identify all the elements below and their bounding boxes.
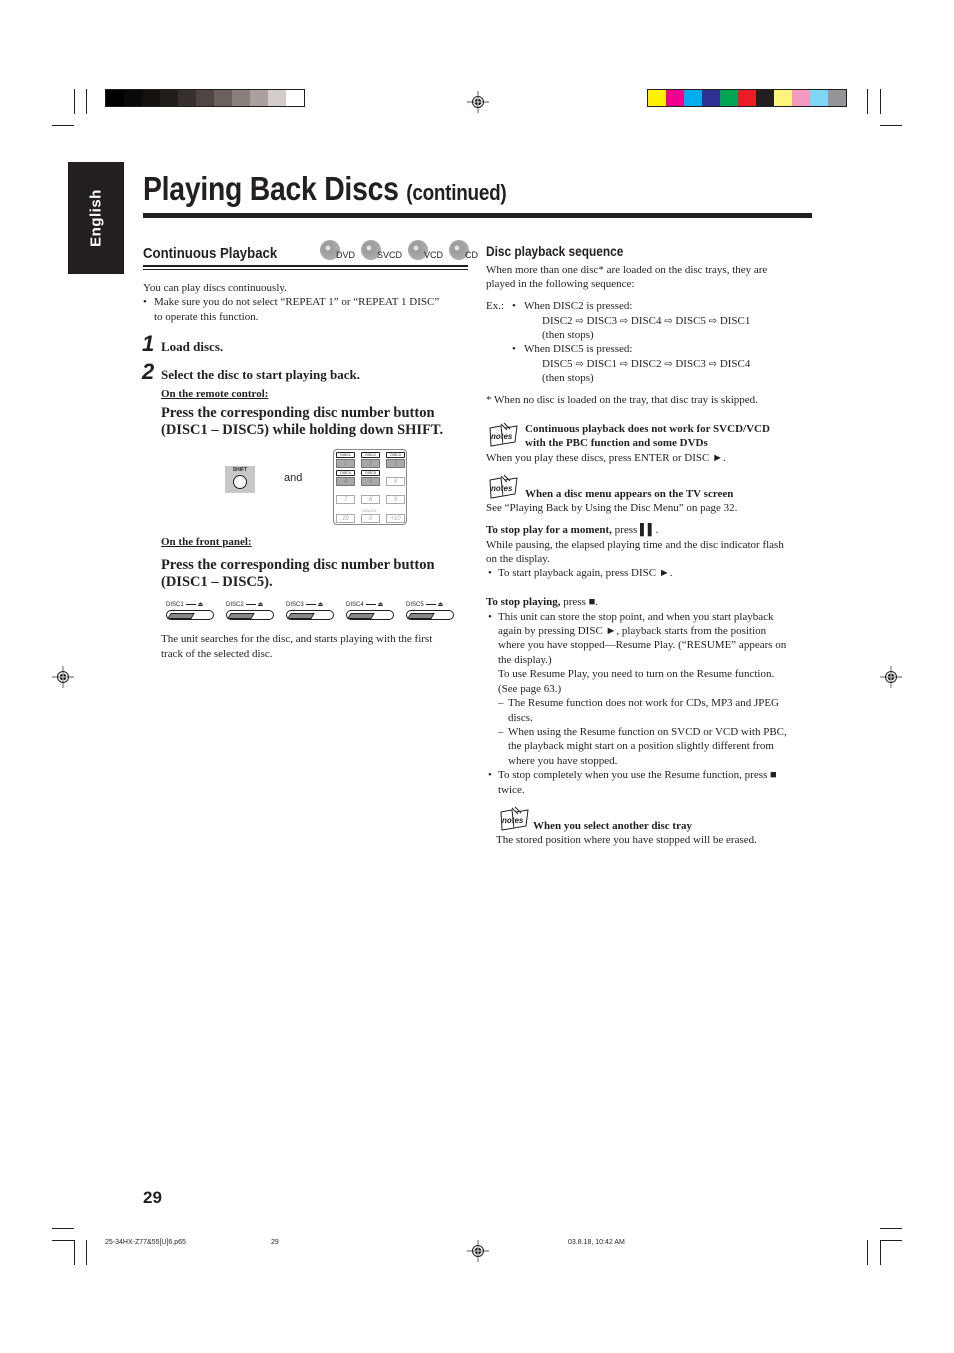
note-3-body: The stored position where you have stopped will be erased. <box>496 834 757 846</box>
page-title: Playing Back Discs (continued) <box>143 170 507 207</box>
color-swatch <box>792 90 810 106</box>
color-swatch <box>106 90 124 106</box>
keypad-key: 7 <box>336 495 355 504</box>
sequence-disc: DISC5 <box>675 315 706 327</box>
note-1-title: Continuous playback does not work for SVCD/VCD <box>525 423 770 435</box>
keypad-key: 1 <box>336 459 355 468</box>
color-swatch <box>142 90 160 106</box>
disc-type-svcd-icon: SVCD <box>361 240 402 260</box>
remote-instruction-cont: (DISC1 – DISC5) while holding down SHIFT. <box>161 422 444 438</box>
keypad-key: 9 <box>386 495 405 504</box>
keypad-tag: DISC2 <box>361 452 380 458</box>
dash-1-line: The Resume function does not work for CDs, MP3 and JPEG <box>508 697 780 709</box>
arrow-right-icon: ⇨ <box>664 316 673 327</box>
grayscale-color-bar <box>105 89 305 107</box>
dash-2-line: where you have stopped. <box>508 755 618 767</box>
note-2-title: When a disc menu appears on the TV screen <box>525 488 734 500</box>
outro-text-cont: track of the selected disc. <box>161 648 273 660</box>
step-number-1: 1 <box>142 331 155 356</box>
sequence-disc: DISC2 <box>542 315 573 327</box>
example-label: Ex.: <box>486 300 505 312</box>
sequence-disc: DISC4 <box>630 315 662 327</box>
keypad-key: 5 <box>361 477 380 486</box>
sequence-intro: When more than one disc* are loaded on the disc trays, they are <box>486 264 768 276</box>
registration-mark-icon <box>52 666 74 688</box>
arrow-right-icon: ⇨ <box>664 359 673 370</box>
example-2-when: When DISC5 is pressed: <box>524 343 633 355</box>
color-swatch <box>702 90 720 106</box>
stop-line: where you have stopped—Resume Play. (“RESUME” appears on <box>498 639 787 651</box>
color-swatch <box>810 90 828 106</box>
bullet-marker: • <box>512 343 516 355</box>
eject-icon: ⏏ <box>437 602 444 608</box>
dash-marker: – <box>498 726 504 738</box>
outro-text: The unit searches for the disc, and starts playing with the first <box>161 633 433 645</box>
svg-text:notes: notes <box>502 816 524 825</box>
footnote: * When no disc is loaded on the tray, that disc tray is skipped. <box>486 394 758 406</box>
intro-text: You can play discs continuously. <box>143 282 287 294</box>
color-swatch <box>684 90 702 106</box>
section-rule-thin <box>143 269 468 270</box>
shift-button-illustration: SHIFT <box>225 466 255 493</box>
footer-timestamp: 03.8.18, 10:42 AM <box>568 1239 625 1246</box>
stop-heading: To stop playing, press ■. <box>486 596 599 608</box>
registration-mark-icon <box>880 666 902 688</box>
keypad-key: 3 <box>386 459 405 468</box>
example-2-end: (then stops) <box>542 372 594 384</box>
sequence-disc: DISC1 <box>719 315 751 327</box>
step-text-2: Select the disc to start playing back. <box>161 367 360 382</box>
keypad-tag: DISC1 <box>336 452 355 458</box>
eject-icon: ⏏ <box>377 602 384 608</box>
arrow-right-icon: ⇨ <box>575 359 584 370</box>
footer-filename: 25-34HX-Z77&55[U]6.p65 <box>105 1239 186 1246</box>
arrow-right-icon: ⇨ <box>708 359 718 370</box>
language-tab <box>68 162 124 274</box>
footer-sheet: 29 <box>271 1239 279 1246</box>
pause-body-cont: on the display. <box>486 553 550 565</box>
front-panel-disc-button: DISC4 ⏏ <box>346 601 394 620</box>
front-panel-disc-button: DISC3 ⏏ <box>286 601 334 620</box>
note-2-body: See “Playing Back by Using the Disc Menu” on page 32. <box>486 502 738 514</box>
eject-icon: ⏏ <box>257 602 264 608</box>
dash-2-line: When using the Resume function on SVCD or VCD with PBC, <box>508 726 787 738</box>
front-panel-disc-button: DISC2 ⏏ <box>226 601 274 620</box>
disc-tray-button <box>346 610 394 620</box>
title-rule <box>143 213 812 218</box>
sequence-disc: DISC2 <box>630 358 662 370</box>
front-panel-disc-button: DISC1 ⏏ <box>166 601 214 620</box>
keypad-key: 2 <box>361 459 380 468</box>
keypad-key: +10 <box>386 514 405 523</box>
arrow-right-icon: ⇨ <box>708 316 718 327</box>
color-swatch <box>160 90 178 106</box>
dash-marker: – <box>498 697 504 709</box>
color-swatch <box>756 90 774 106</box>
arrow-right-icon: ⇨ <box>619 359 629 370</box>
arrow-right-icon: ⇨ <box>619 316 629 327</box>
color-swatch <box>250 90 268 106</box>
sequence-disc: DISC5 <box>542 358 573 370</box>
color-swatch <box>268 90 286 106</box>
bullet-marker: • <box>512 300 516 312</box>
disc-type-icons <box>320 240 478 260</box>
disc-tray-button <box>286 610 334 620</box>
notes-icon <box>487 474 519 500</box>
notes-icon <box>498 806 530 832</box>
example-1-end: (then stops) <box>542 329 594 341</box>
keypad-key: 6 <box>386 477 405 486</box>
eject-icon: ⏏ <box>197 602 204 608</box>
notes-icon <box>487 422 519 448</box>
front-panel-label: On the front panel: <box>161 536 252 548</box>
remote-instruction: Press the corresponding disc number button <box>161 405 435 421</box>
title-suffix: (continued) <box>406 180 507 205</box>
front-instruction: Press the corresponding disc number button <box>161 557 435 573</box>
color-swatch <box>232 90 250 106</box>
keypad-cancel-label: CANCEL <box>361 508 378 513</box>
disc-type-dvd-icon: DVD <box>320 240 355 260</box>
step-text-1: Load discs. <box>161 339 224 354</box>
disc-type-cd-icon: CD <box>449 240 478 260</box>
pause-heading: To stop play for a moment, press ▌▌. <box>486 524 659 536</box>
keypad-tag: DISC4 <box>336 470 355 476</box>
note-3-title: When you select another disc tray <box>533 820 692 832</box>
keypad-tag: DISC5 <box>361 470 380 476</box>
registration-mark-icon <box>467 91 489 113</box>
step-number-2: 2 <box>142 359 155 384</box>
stop-bullet-2-cont: twice. <box>498 784 525 796</box>
stop-line: (See page 63.) <box>498 683 562 695</box>
arrow-right-icon: ⇨ <box>575 316 584 327</box>
remote-control-label: On the remote control: <box>161 388 269 400</box>
keypad-key: 4 <box>336 477 355 486</box>
stop-bullet-2: To stop completely when you use the Resume function, press ■ <box>498 769 777 781</box>
color-swatch <box>774 90 792 106</box>
cmyk-color-bar <box>647 89 847 107</box>
color-swatch <box>196 90 214 106</box>
sequence-disc: DISC3 <box>675 358 706 370</box>
disc-tray-button <box>226 610 274 620</box>
bullet-marker: • <box>488 567 492 579</box>
bullet-marker: • <box>488 769 492 781</box>
section-rule <box>143 265 468 267</box>
page-number: 29 <box>143 1188 162 1207</box>
front-instruction-cont: (DISC1 – DISC5). <box>161 574 273 590</box>
stop-line: This unit can store the stop point, and when you start playback <box>498 611 774 623</box>
note-1-body: When you play these discs, press ENTER or DISC ►. <box>486 452 726 464</box>
remote-keypad-illustration <box>333 449 407 525</box>
bullet-marker: • <box>488 611 492 623</box>
section-title-disc-sequence: Disc playback sequence <box>486 244 624 259</box>
sequence-disc: DISC1 <box>586 358 618 370</box>
color-swatch <box>124 90 142 106</box>
pause-body: While pausing, the elapsed playing time and the disc indicator flash <box>486 539 784 551</box>
front-panel-disc-button: DISC5 ⏏ <box>406 601 454 620</box>
keypad-key: 0 <box>361 514 380 523</box>
sequence-intro-cont: played in the following sequence: <box>486 278 635 290</box>
disc-type-vcd-icon: VCD <box>408 240 443 260</box>
language-label: English <box>87 189 105 247</box>
eject-icon: ⏏ <box>317 602 324 608</box>
color-swatch <box>738 90 756 106</box>
bullet-marker: • <box>143 296 147 308</box>
svg-text:notes: notes <box>491 432 513 441</box>
keypad-tag: DISC3 <box>386 452 405 458</box>
sequence-disc: DISC4 <box>719 358 751 370</box>
note-1-title-cont: with the PBC function and some DVDs <box>525 437 708 449</box>
color-swatch <box>828 90 846 106</box>
color-swatch <box>178 90 196 106</box>
example-1-when: When DISC2 is pressed: <box>524 300 633 312</box>
sequence-disc: DISC3 <box>586 315 618 327</box>
registration-mark-icon <box>467 1240 489 1262</box>
and-label: and <box>284 472 303 484</box>
disc-tray-button <box>406 610 454 620</box>
color-swatch <box>648 90 666 106</box>
bullet-text-cont: to operate this function. <box>154 311 259 323</box>
section-title-continuous-playback: Continuous Playback <box>143 245 278 262</box>
dash-1-line: discs. <box>508 712 533 724</box>
bullet-text: Make sure you do not select “REPEAT 1” or “REPEAT 1 DISC” <box>154 296 440 308</box>
keypad-key: 10 <box>336 514 355 523</box>
stop-line: To use Resume Play, you need to turn on the Resume function. <box>498 668 775 680</box>
color-swatch <box>214 90 232 106</box>
stop-line: the display.) <box>498 654 552 666</box>
keypad-key: 8 <box>361 495 380 504</box>
pause-bullet: To start playback again, press DISC ►. <box>498 567 673 579</box>
color-swatch <box>666 90 684 106</box>
svg-text:notes: notes <box>491 484 513 493</box>
color-swatch <box>720 90 738 106</box>
color-swatch <box>286 90 304 106</box>
disc-tray-button <box>166 610 214 620</box>
front-panel-buttons-illustration <box>166 601 454 620</box>
dash-2-line: the playback might start on a position slightly different from <box>508 740 774 752</box>
button-circle-icon <box>233 475 247 489</box>
stop-line: again by pressing DISC ►, playback starts from the position <box>498 625 767 637</box>
